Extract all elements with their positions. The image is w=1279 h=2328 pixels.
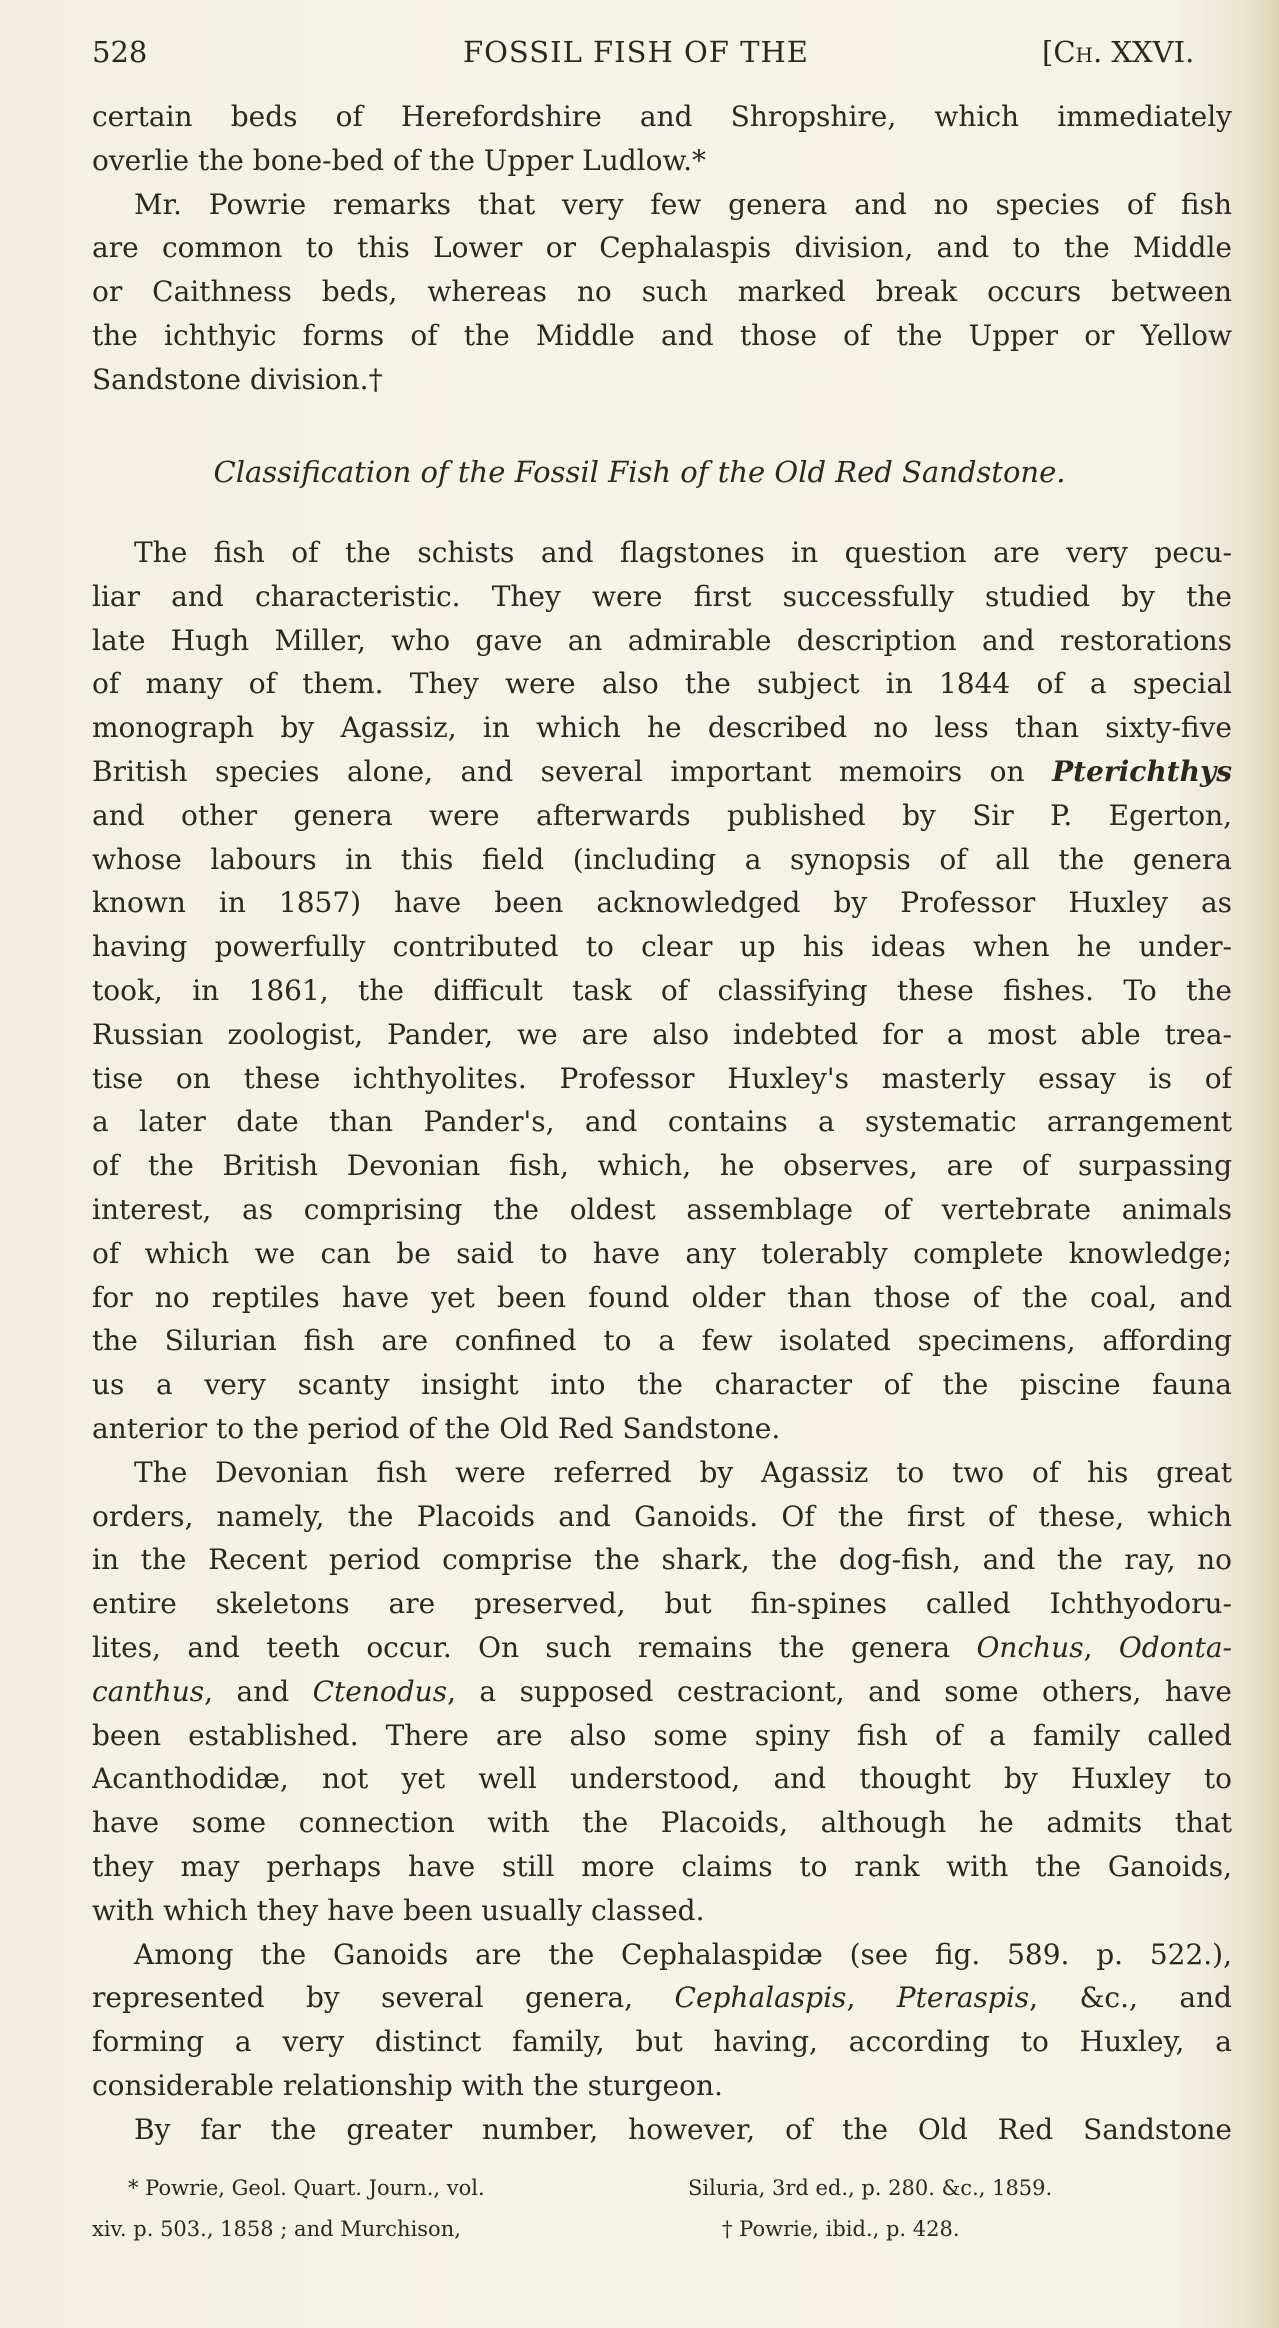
italic-term: Odonta- <box>1118 1630 1232 1664</box>
text-line <box>92 1495 1232 1539</box>
text-span: Acanthodidæ, not yet well understood, and thought by Huxley to <box>92 1762 1232 1796</box>
footnote-star-line1: * Powrie, Geol. Quart. Journ., vol. <box>128 2176 485 2200</box>
text-line <box>92 1013 1232 1057</box>
text-span: they may perhaps have still more claims to rank with the Ganoids, <box>92 1849 1232 1883</box>
text-line <box>92 1451 1232 1495</box>
text-line <box>92 1188 1232 1232</box>
text-line <box>92 838 1232 882</box>
text-span: of many of them. They were also the subject in 1844 of a special <box>92 667 1232 701</box>
text-span: took, in 1861, the difficult task of classifying these fishes. To the <box>92 973 1232 1007</box>
text-span: , &c., and <box>1029 1981 1232 2015</box>
italic-term: Pteraspis <box>896 1981 1030 2015</box>
italic-term: canthus <box>92 1674 205 1708</box>
text-span: , <box>1083 1630 1119 1664</box>
text-line <box>92 1933 1232 1977</box>
text-span: certain beds of Herefordshire and Shropshire, which immediately <box>92 100 1232 133</box>
text-span: of the British Devonian fish, which, he observes, are of surpassing <box>92 1149 1232 1183</box>
text-span: a later date than Pander's, and contains a systematic arrangement <box>92 1105 1232 1139</box>
page-number: 528 <box>92 35 148 69</box>
text-span: liar and characteristic. They were first successfully studied by the <box>92 579 1232 613</box>
text-line <box>92 1144 1232 1188</box>
text-span: lites, and teeth occur. On such remains the genera <box>92 1630 977 1664</box>
text-span: known in 1857) have been acknowledged by Professor Huxley as <box>92 886 1232 920</box>
text-line <box>92 1976 1232 2020</box>
text-span: considerable relationship with the sturgeon. <box>92 2068 723 2102</box>
text-line <box>92 270 1232 314</box>
text-line <box>92 1714 1232 1758</box>
text-line <box>92 2020 1232 2064</box>
text-line <box>92 226 1232 270</box>
text-line <box>92 750 1232 794</box>
text-line <box>92 662 1232 706</box>
text-line <box>92 95 1232 139</box>
text-line <box>92 706 1232 750</box>
text-line <box>92 1363 1232 1407</box>
text-line <box>92 1845 1232 1889</box>
footnote-star-line3: Siluria, 3rd ed., p. 280. &c., 1859. <box>688 2176 1053 2200</box>
text-span: represented by several genera, <box>92 1981 675 2015</box>
text-span: anterior to the period of the Old Red Sandstone. <box>92 1411 781 1445</box>
text-span: been established. There are also some spiny fish of a family called <box>92 1718 1232 1752</box>
text-span: late Hugh Miller, who gave an admirable description and restorations <box>92 623 1232 657</box>
text-line <box>92 619 1232 663</box>
footnote-star-line2: xiv. p. 503., 1858 ; and Murchison, <box>92 2217 461 2241</box>
text-line <box>92 1276 1232 1320</box>
italic-term: Cephalaspis <box>674 1981 847 2015</box>
text-span: in the Recent period comprise the shark, the dog-fish, and the ray, no <box>92 1543 1232 1577</box>
text-span: Mr. Powrie remarks that very few genera and no species of fish <box>134 187 1232 221</box>
section-heading: Classification of the Fossil Fish of the Old Red Sandstone. <box>213 455 1066 489</box>
text-span: for no reptiles have yet been found older than those of the coal, and <box>92 1280 1232 1314</box>
text-line <box>92 2064 1232 2108</box>
text-span: overlie the bone-bed of the Upper Ludlow.* <box>92 143 707 177</box>
text-span: Russian zoologist, Pander, we are also indebted for a most able trea- <box>92 1017 1232 1051</box>
text-span: , and <box>204 1674 313 1708</box>
text-line <box>92 139 1232 183</box>
text-span: or Caithness beds, whereas no such marked break occurs between <box>92 275 1232 309</box>
text-span: British species alone, and several important memoirs on <box>92 754 1053 788</box>
text-line <box>92 575 1232 619</box>
text-line <box>92 1538 1232 1582</box>
chapter-label: [Ch. XXVI. <box>1042 35 1195 69</box>
text-span: whose labours in this field (including a synopsis of all the genera <box>92 842 1232 876</box>
text-line <box>92 1100 1232 1144</box>
text-span: Among the Ganoids are the Cephalaspidæ (see fig. 589. p. 522.), <box>134 1937 1232 1971</box>
text-block-classification <box>92 531 1232 2151</box>
text-span: having powerfully contributed to clear up his ideas when he under- <box>92 930 1232 964</box>
text-line <box>92 2108 1232 2152</box>
text-line <box>92 969 1232 1013</box>
text-span: The Devonian fish were referred by Agassiz to two of his great <box>134 1455 1232 1489</box>
text-span: the Silurian fish are confined to a few isolated specimens, affording <box>92 1324 1232 1358</box>
text-line <box>92 1801 1232 1845</box>
text-span: interest, as comprising the oldest assemblage of vertebrate animals <box>92 1192 1232 1226</box>
text-line <box>92 881 1232 925</box>
running-title: FOSSIL FISH OF THE <box>463 35 809 69</box>
text-line <box>92 314 1232 358</box>
text-line <box>92 1057 1232 1101</box>
text-span: , a supposed cestraciont, and some others, have <box>447 1674 1232 1708</box>
text-span: with which they have been usually classed. <box>92 1893 705 1927</box>
text-line <box>92 1232 1232 1276</box>
text-line <box>92 1757 1232 1801</box>
text-line <box>92 531 1232 575</box>
text-span: have some connection with the Placoids, although he admits that <box>92 1806 1232 1840</box>
text-span: entire skeletons are preserved, but fin-spines called Ichthyodoru- <box>92 1587 1232 1621</box>
text-span: Sandstone division.† <box>92 362 383 396</box>
text-span: By far the greater number, however, of the Old Red Sandstone <box>134 2112 1232 2146</box>
text-span: are common to this Lower or Cephalaspis division, and to the Middle <box>92 231 1232 265</box>
text-block-intro <box>92 95 1232 402</box>
text-span: orders, namely, the Placoids and Ganoids. Of the first of these, which <box>92 1499 1232 1533</box>
text-line <box>92 1626 1232 1670</box>
text-line <box>92 1407 1232 1451</box>
text-span: forming a very distinct family, but having, according to Huxley, a <box>92 2025 1232 2059</box>
italic-term: Pterichthys <box>1052 754 1232 788</box>
text-span: tise on these ichthyolites. Professor Huxley's masterly essay is of <box>92 1061 1232 1095</box>
text-line <box>92 794 1232 838</box>
text-span: monograph by Agassiz, in which he described no less than sixty-five <box>92 711 1232 745</box>
text-line <box>92 1319 1232 1363</box>
text-span: of which we can be said to have any tolerably complete knowledge; <box>92 1236 1232 1270</box>
italic-term: Ctenodus <box>312 1674 448 1708</box>
text-span: The fish of the schists and flagstones in question are very pecu- <box>134 536 1232 569</box>
text-line <box>92 925 1232 969</box>
text-line <box>92 358 1232 402</box>
text-line <box>92 183 1232 227</box>
text-line <box>92 1889 1232 1933</box>
footnote-dagger: † Powrie, ibid., p. 428. <box>722 2217 960 2241</box>
text-span: , <box>846 1981 897 2015</box>
text-span: the ichthyic forms of the Middle and those of the Upper or Yellow <box>92 318 1232 352</box>
text-span: us a very scanty insight into the character of the piscine fauna <box>92 1368 1232 1402</box>
italic-term: Onchus <box>976 1630 1084 1664</box>
text-line <box>92 1582 1232 1626</box>
text-line <box>92 1670 1232 1714</box>
text-span: and other genera were afterwards published by Sir P. Egerton, <box>92 798 1232 832</box>
